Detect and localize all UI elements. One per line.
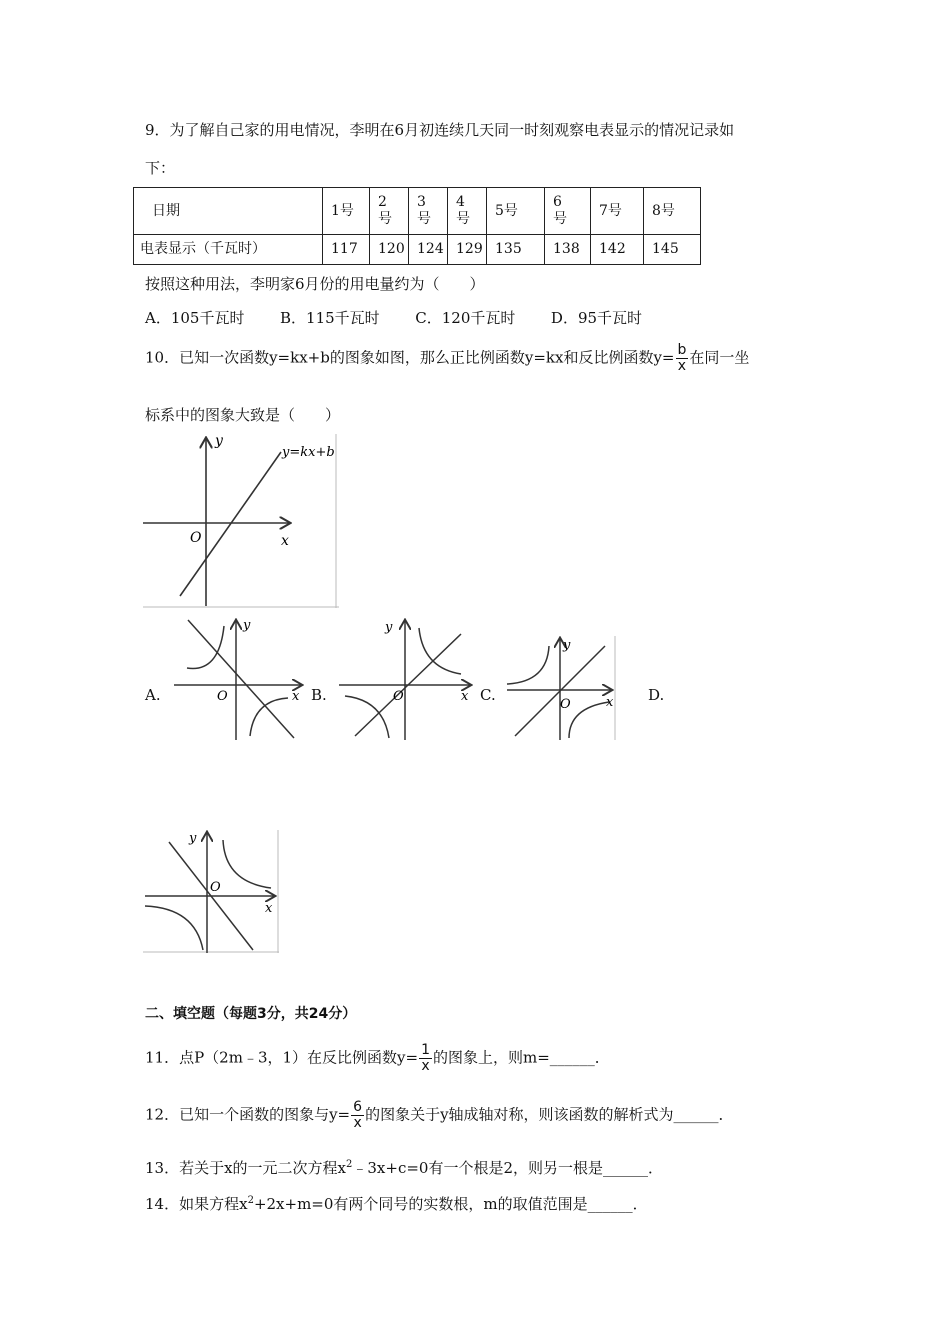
option-b-graph (339, 618, 475, 740)
table-cell-date: 3号 (409, 188, 448, 235)
q13-text (145, 1157, 663, 1178)
option-a-graph (174, 618, 306, 740)
q9-text-line2: 下： (145, 159, 176, 177)
option-c-graph (505, 636, 617, 740)
table-cell-date: 1号 (323, 188, 370, 235)
q9-option-d: D．95千瓦时 (550, 309, 643, 327)
q12-fraction (351, 1100, 364, 1131)
option-d-label: D. (648, 686, 665, 704)
table-cell-reading: 142 (591, 235, 644, 265)
y-axis-label: y (563, 638, 571, 653)
hyperbola-branch (507, 646, 549, 684)
option-d-graph (143, 830, 279, 953)
q11-text-part2: 的图象上，则m=______． (433, 1048, 610, 1067)
hyperbola-branch (345, 696, 389, 738)
q9-question: 按照这种用法，李明家6月份的用电量约为（ ） (145, 275, 485, 293)
x-axis-label: x (606, 695, 614, 710)
x-axis-label: x (281, 533, 289, 549)
fraction-denominator: x (353, 1115, 362, 1131)
table-cell-reading: 145 (644, 235, 701, 265)
table-cell-reading: 124 (409, 235, 448, 265)
q11-text (145, 1043, 610, 1074)
y-axis-label: y (189, 831, 197, 846)
origin-label: O (210, 880, 221, 895)
y-axis-label: y (243, 618, 251, 633)
q10-text-line1 (145, 343, 749, 374)
origin-label: O (560, 697, 571, 712)
x-axis-label: x (292, 689, 300, 704)
hyperbola-branch (223, 840, 271, 888)
q9-text-line1: 9．为了解自己家的用电情况，李明在6月初连续几天同一时刻观察电表显示的情况记录如 (145, 121, 735, 139)
q10-fraction (676, 343, 689, 374)
origin-label: O (217, 689, 228, 704)
table-header-reading: 电表显示（千瓦时） (134, 235, 323, 265)
table-cell-reading: 138 (545, 235, 591, 265)
q13-text-part1: 13．若关于x的一元二次方程x (145, 1159, 347, 1177)
main-graph (143, 434, 339, 608)
fraction-numerator: b (677, 342, 687, 358)
x-axis-label: x (461, 689, 469, 704)
q9-options (145, 307, 642, 328)
q14-superscript: 2 (247, 1195, 254, 1206)
q11-fraction (419, 1043, 432, 1074)
q12-text-part2: 的图象关于y轴成轴对称，则该函数的解析式为______． (365, 1105, 734, 1124)
q13-superscript: 2 (346, 1159, 353, 1170)
line-label: y=kx+b (282, 445, 335, 460)
q11-text-part1: 11．点P（2m﹣3，1）在反比例函数y= (145, 1048, 419, 1067)
fraction-numerator: 6 (353, 1099, 363, 1115)
fraction-numerator: 1 (421, 1042, 430, 1058)
x-axis-label: x (265, 901, 273, 916)
table-cell-reading: 120 (370, 235, 409, 265)
hyperbola-branch (419, 628, 461, 674)
q9-option-c: C．120千瓦时 (415, 309, 516, 327)
table-cell-date: 6号 (545, 188, 591, 235)
q10-text-part1: 10．已知一次函数y=kx+b的图象如图，那么正比例函数y=kx和反比例函数y= (145, 348, 675, 367)
table-cell-reading: 117 (323, 235, 370, 265)
section-heading: 二、填空题（每题3分，共24分） (145, 1006, 357, 1022)
q10-text-line2: 标系中的图象大致是（ ） (145, 406, 341, 424)
hyperbola-branch (250, 698, 288, 736)
q14-text (145, 1193, 648, 1214)
q13-text-part2: ﹣3x+c=0有一个根是2，则另一根是______． (352, 1159, 664, 1177)
line-kx-b (180, 452, 281, 596)
q10-text-part2: 在同一坐 (689, 348, 750, 367)
origin-label: O (393, 689, 404, 704)
meter-table (133, 187, 701, 265)
table-header-date: 日期 (134, 188, 323, 235)
table-row-dates (134, 188, 701, 235)
table-cell-reading: 135 (487, 235, 545, 265)
table-cell-reading: 129 (448, 235, 487, 265)
fraction-denominator: x (677, 358, 687, 374)
option-c-label: C. (480, 686, 496, 704)
q9-option-a: A．105千瓦时 (145, 309, 245, 327)
origin-label: O (190, 530, 202, 546)
proportional-line (188, 620, 294, 738)
hyperbola-branch (569, 702, 609, 738)
q14-text-part1: 14．如果方程x (145, 1195, 248, 1213)
q9-option-b: B．115千瓦时 (280, 309, 380, 327)
option-b-label: B. (311, 686, 327, 704)
y-axis-label: y (215, 434, 223, 449)
table-cell-date: 5号 (487, 188, 545, 235)
table-cell-date: 4号 (448, 188, 487, 235)
hyperbola-branch (187, 626, 224, 668)
option-a-label: A. (145, 686, 161, 704)
table-cell-date: 2号 (370, 188, 409, 235)
q14-text-part2: +2x+m=0有两个同号的实数根，m的取值范围是______． (253, 1195, 648, 1213)
y-axis-label: y (385, 620, 393, 635)
table-cell-date: 8号 (644, 188, 701, 235)
table-row-readings (134, 235, 701, 265)
q12-text (145, 1100, 734, 1131)
hyperbola-branch (145, 906, 203, 950)
fraction-denominator: x (421, 1058, 430, 1074)
table-cell-date: 7号 (591, 188, 644, 235)
q12-text-part1: 12．已知一个函数的图象与y= (145, 1105, 351, 1124)
